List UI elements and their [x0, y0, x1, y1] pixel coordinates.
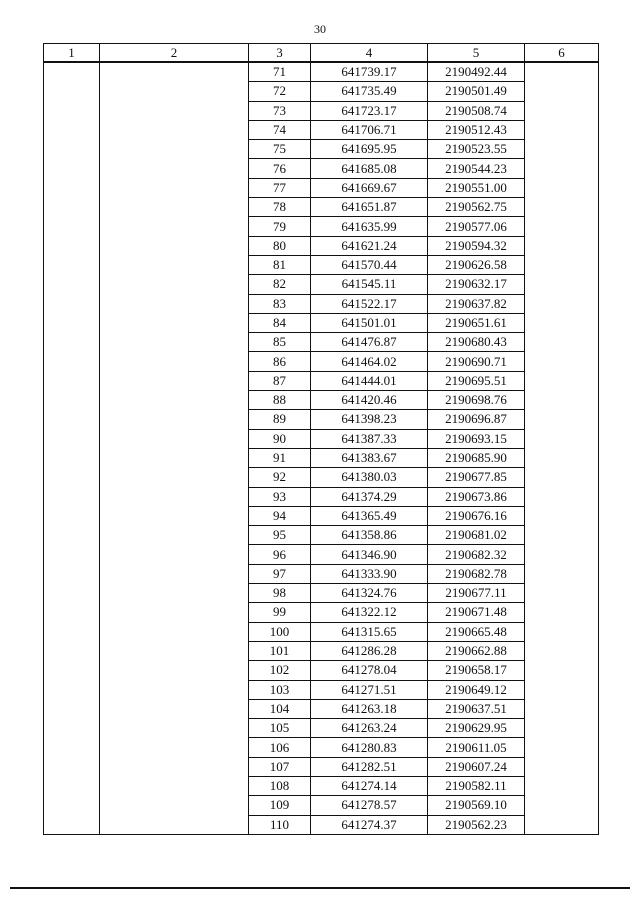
table-row: [44, 62, 599, 82]
point-number-cell: 86: [249, 352, 311, 371]
x-coordinate-cell: 641383.67: [311, 448, 428, 467]
y-coordinate-cell: 2190551.00: [428, 178, 525, 197]
y-coordinate-cell: 2190501.49: [428, 82, 525, 101]
point-number-cell: 96: [249, 545, 311, 564]
x-coordinate-cell: 641263.24: [311, 719, 428, 738]
x-coordinate-cell: 641278.57: [311, 796, 428, 815]
point-number-cell: 72: [249, 82, 311, 101]
y-coordinate-cell: 2190562.75: [428, 198, 525, 217]
point-number-cell: 76: [249, 159, 311, 178]
point-number-cell: 78: [249, 198, 311, 217]
y-coordinate-cell: 2190673.86: [428, 487, 525, 506]
x-coordinate-cell: 641739.17: [311, 62, 428, 82]
x-coordinate-cell: 641651.87: [311, 198, 428, 217]
x-coordinate-cell: 641723.17: [311, 101, 428, 120]
x-coordinate-cell: 641282.51: [311, 757, 428, 776]
y-coordinate-cell: 2190629.95: [428, 719, 525, 738]
y-coordinate-cell: 2190671.48: [428, 603, 525, 622]
table-header-row: [44, 44, 599, 63]
footer-rule: [10, 887, 630, 889]
point-number-cell: 92: [249, 468, 311, 487]
y-coordinate-cell: 2190677.11: [428, 584, 525, 603]
point-number-cell: 82: [249, 275, 311, 294]
y-coordinate-cell: 2190626.58: [428, 255, 525, 274]
y-coordinate-cell: 2190582.11: [428, 776, 525, 795]
x-coordinate-cell: 641278.04: [311, 661, 428, 680]
y-coordinate-cell: 2190562.23: [428, 815, 525, 834]
point-number-cell: 79: [249, 217, 311, 236]
y-coordinate-cell: 2190492.44: [428, 62, 525, 82]
y-coordinate-cell: 2190651.61: [428, 313, 525, 332]
x-coordinate-cell: 641387.33: [311, 429, 428, 448]
y-coordinate-cell: 2190680.43: [428, 333, 525, 352]
y-coordinate-cell: 2190607.24: [428, 757, 525, 776]
point-number-cell: 95: [249, 526, 311, 545]
y-coordinate-cell: 2190649.12: [428, 680, 525, 699]
y-coordinate-cell: 2190632.17: [428, 275, 525, 294]
point-number-cell: 101: [249, 641, 311, 660]
x-coordinate-cell: 641464.02: [311, 352, 428, 371]
point-number-cell: 71: [249, 62, 311, 82]
point-number-cell: 100: [249, 622, 311, 641]
point-number-cell: 105: [249, 719, 311, 738]
x-coordinate-cell: 641263.18: [311, 699, 428, 718]
y-coordinate-cell: 2190698.76: [428, 391, 525, 410]
x-coordinate-cell: 641501.01: [311, 313, 428, 332]
x-coordinate-cell: 641374.29: [311, 487, 428, 506]
point-number-cell: 107: [249, 757, 311, 776]
point-number-cell: 87: [249, 371, 311, 390]
column-2-cell: [100, 62, 249, 834]
point-number-cell: 109: [249, 796, 311, 815]
y-coordinate-cell: 2190690.71: [428, 352, 525, 371]
y-coordinate-cell: 2190512.43: [428, 120, 525, 139]
point-number-cell: 102: [249, 661, 311, 680]
point-number-cell: 91: [249, 448, 311, 467]
y-coordinate-cell: 2190508.74: [428, 101, 525, 120]
column-header: 2: [100, 44, 249, 63]
x-coordinate-cell: 641346.90: [311, 545, 428, 564]
x-coordinate-cell: 641398.23: [311, 410, 428, 429]
x-coordinate-cell: 641365.49: [311, 506, 428, 525]
x-coordinate-cell: 641286.28: [311, 641, 428, 660]
point-number-cell: 90: [249, 429, 311, 448]
y-coordinate-cell: 2190594.32: [428, 236, 525, 255]
x-coordinate-cell: 641669.67: [311, 178, 428, 197]
y-coordinate-cell: 2190685.90: [428, 448, 525, 467]
y-coordinate-cell: 2190662.88: [428, 641, 525, 660]
x-coordinate-cell: 641621.24: [311, 236, 428, 255]
point-number-cell: 93: [249, 487, 311, 506]
point-number-cell: 83: [249, 294, 311, 313]
y-coordinate-cell: 2190682.32: [428, 545, 525, 564]
point-number-cell: 98: [249, 584, 311, 603]
y-coordinate-cell: 2190611.05: [428, 738, 525, 757]
x-coordinate-cell: 641324.76: [311, 584, 428, 603]
point-number-cell: 89: [249, 410, 311, 429]
column-6-cell: [525, 62, 599, 834]
point-number-cell: 85: [249, 333, 311, 352]
x-coordinate-cell: 641635.99: [311, 217, 428, 236]
point-number-cell: 104: [249, 699, 311, 718]
column-1-cell: [44, 62, 100, 834]
y-coordinate-cell: 2190569.10: [428, 796, 525, 815]
point-number-cell: 110: [249, 815, 311, 834]
y-coordinate-cell: 2190681.02: [428, 526, 525, 545]
x-coordinate-cell: 641735.49: [311, 82, 428, 101]
point-number-cell: 80: [249, 236, 311, 255]
y-coordinate-cell: 2190637.82: [428, 294, 525, 313]
x-coordinate-cell: 641280.83: [311, 738, 428, 757]
y-coordinate-cell: 2190693.15: [428, 429, 525, 448]
x-coordinate-cell: 641274.37: [311, 815, 428, 834]
point-number-cell: 84: [249, 313, 311, 332]
y-coordinate-cell: 2190696.87: [428, 410, 525, 429]
x-coordinate-cell: 641522.17: [311, 294, 428, 313]
y-coordinate-cell: 2190637.51: [428, 699, 525, 718]
x-coordinate-cell: 641695.95: [311, 140, 428, 159]
y-coordinate-cell: 2190658.17: [428, 661, 525, 680]
x-coordinate-cell: 641271.51: [311, 680, 428, 699]
column-header: 6: [525, 44, 599, 63]
point-number-cell: 77: [249, 178, 311, 197]
point-number-cell: 99: [249, 603, 311, 622]
y-coordinate-cell: 2190523.55: [428, 140, 525, 159]
point-number-cell: 106: [249, 738, 311, 757]
x-coordinate-cell: 641274.14: [311, 776, 428, 795]
point-number-cell: 74: [249, 120, 311, 139]
page-number: 30: [314, 22, 326, 36]
x-coordinate-cell: 641444.01: [311, 371, 428, 390]
x-coordinate-cell: 641545.11: [311, 275, 428, 294]
point-number-cell: 75: [249, 140, 311, 159]
y-coordinate-cell: 2190544.23: [428, 159, 525, 178]
column-header: 5: [428, 44, 525, 63]
table-body: [44, 62, 599, 834]
x-coordinate-cell: 641476.87: [311, 333, 428, 352]
x-coordinate-cell: 641333.90: [311, 564, 428, 583]
point-number-cell: 103: [249, 680, 311, 699]
x-coordinate-cell: 641315.65: [311, 622, 428, 641]
x-coordinate-cell: 641322.12: [311, 603, 428, 622]
x-coordinate-cell: 641570.44: [311, 255, 428, 274]
column-header: 3: [249, 44, 311, 63]
point-number-cell: 88: [249, 391, 311, 410]
x-coordinate-cell: 641685.08: [311, 159, 428, 178]
point-number-cell: 97: [249, 564, 311, 583]
y-coordinate-cell: 2190577.06: [428, 217, 525, 236]
y-coordinate-cell: 2190677.85: [428, 468, 525, 487]
x-coordinate-cell: 641420.46: [311, 391, 428, 410]
x-coordinate-cell: 641358.86: [311, 526, 428, 545]
x-coordinate-cell: 641706.71: [311, 120, 428, 139]
point-number-cell: 73: [249, 101, 311, 120]
column-header: 1: [44, 44, 100, 63]
y-coordinate-cell: 2190695.51: [428, 371, 525, 390]
point-number-cell: 81: [249, 255, 311, 274]
point-number-cell: 94: [249, 506, 311, 525]
coordinates-table: [43, 43, 599, 835]
point-number-cell: 108: [249, 776, 311, 795]
y-coordinate-cell: 2190676.16: [428, 506, 525, 525]
x-coordinate-cell: 641380.03: [311, 468, 428, 487]
column-header: 4: [311, 44, 428, 63]
y-coordinate-cell: 2190665.48: [428, 622, 525, 641]
y-coordinate-cell: 2190682.78: [428, 564, 525, 583]
